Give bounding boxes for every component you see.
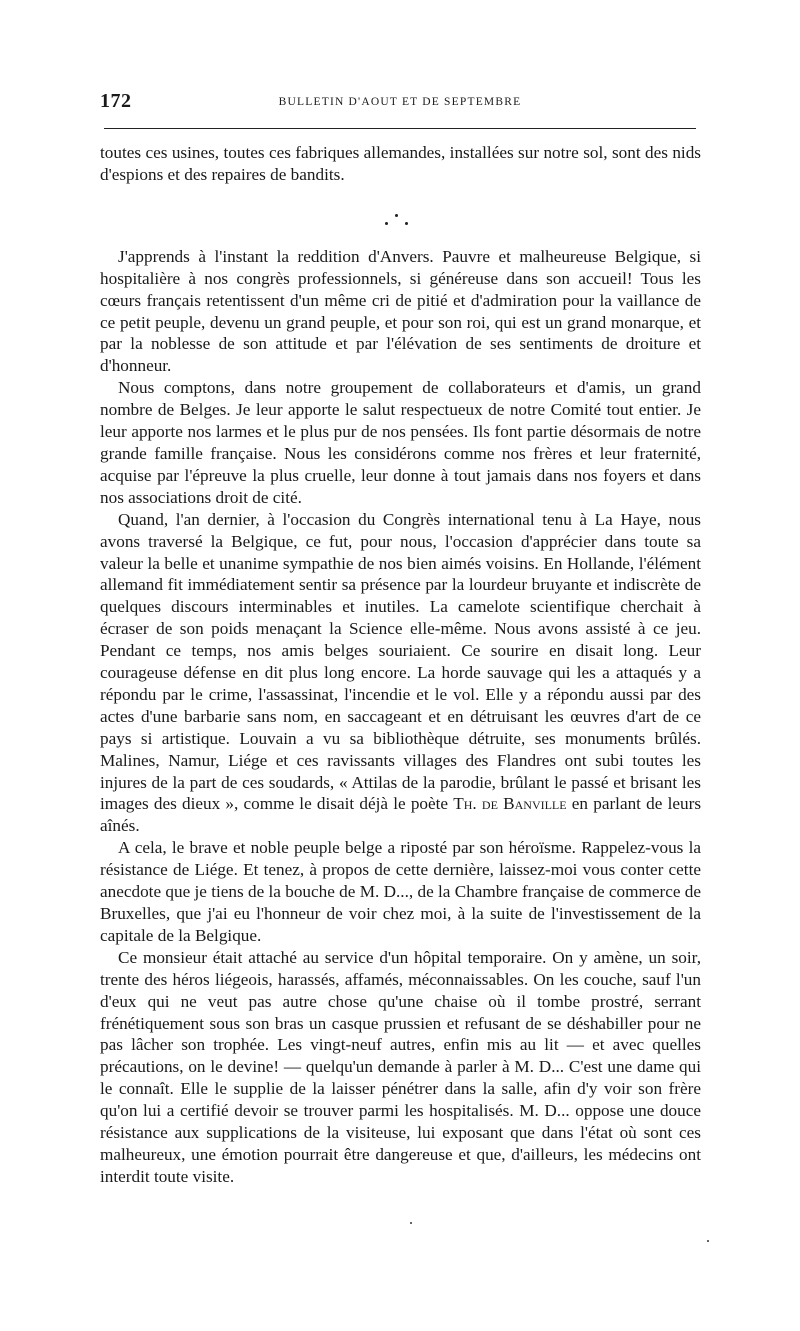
body-text [100, 142, 701, 1188]
header-rule [104, 128, 696, 129]
print-speck [410, 1222, 412, 1224]
print-speck [707, 1240, 709, 1242]
author-name: Th. de Banville [453, 794, 567, 814]
page-header [100, 90, 700, 126]
paragraph: A cela, le brave et noble peuple belge a riposté par son héroïsme. Rappelez-vous la résistance de Liége. Et tenez, à propos de cette dernière, laissez-moi vous conter cette anecdote que je tiens de la bouche de M. D..., de la Chambre française de commerce de Bruxelles, que j'ai eu l'honneur de voir chez moi, à la suite de l'investissement de la capitale de la Belgique. [100, 838, 701, 945]
paragraph-text: en parlant de leurs aînés. [100, 794, 702, 836]
paragraph: Nous comptons, dans notre groupement de collaborateurs et d'amis, un grand nombre de Belges. Je leur apporte le salut respectueux de notre Comité tout entier. Je leur apporte nos larmes et le plus pur de nos pensées. Ils font partie désormais de notre grande famille française. Nous les considérons comme nos frères et leur fraternité, acquise par l'épreuve la plus cruelle, leur donne à tout jamais dans nos foyers et dans nos associations droit de cité. [100, 378, 701, 507]
paragraph: J'apprends à l'instant la reddition d'Anvers. Pauvre et malheureuse Belgique, si hospitalière à nos congrès professionnels, si généreuse dans son accueil! Tous les cœurs français retentissent d'un même cri de pitié et d'admiration pour la vaillance de ce petit peuple, devenu un grand peuple, et pour son roi, qui est un grand monarque, et par la noblesse de son attitude et par l'élévation de ses sentiments de droiture et d'honneur. [100, 246, 701, 376]
section-separator-asterism [100, 186, 701, 246]
paragraph: Ce monsieur était attaché au service d'un hôpital temporaire. On y amène, un soir, trente des héros liégeois, harassés, affamés, méconnaissables. On les couche, sauf l'un d'eux qui ne veut pas autre chose qu'une chaise où il tombe prostré, serrant frénétiquement sous son bras un casque prussien et refusant de se déshabiller pour ne pas lâcher son trophée. Les vingt-neuf autres, enfin mis au lit — et avec quelles précautions, on le devine! — quelqu'un demande à parler à M. D... C'est une dame qui le connaît. Elle le supplie de la laisser pénétrer dans la salle, afin d'y voir son frère qu'on lui a certifié devoir se trouver parmi les hospitalisés. M. D... oppose une douce résistance aux supplications de la visiteuse, lui exposant que dans l'état où sont ces malheureux, une émotion pourrait être dangereuse et que, d'ailleurs, les médecins ont interdit toute visite. [100, 947, 701, 1186]
page-number: 172 [100, 90, 132, 112]
paragraph-text: Quand, l'an dernier, à l'occasion du Congrès international tenu à La Haye, nous avons traversé la Belgique, ce fut, pour nous, l'occasion d'apprécier dans toute sa valeur la belle et unanime sympathie de nos bien aimés voisins. En Hollande, l'élément allemand fit immédiatement sentir sa présence par la lourdeur bruyante et indiscrète de quelques discours interminables et inutiles. La camelote scientifique cherchait à écraser de son poids menaçant la Science elle-même. Nous avons assisté à ce jeu. Pendant ce temps, nos amis belges souriaient. Ce sourire en disait long. Leur courageuse défense en dit plus long encore. La horde sauvage qui les a attaqués y a répondu par le crime, l'assassinat, l'incendie et le vol. Elle y a répondu aussi par des actes d'une barbarie sans nom, en saccageant et en détruisant les œuvres d'art de ce pays si artistique. Louvain a vu sa bibliothèque détruite, ses monuments brûlés. Malines, Namur, Liége et ces ravissants villages des Flandres ont subi toutes les injures de la part de ces soudards, « Attilas de la parodie, brûlant le passé et brisant les images des dieux », comme le disait déjà le poète [100, 509, 701, 814]
paragraph [100, 509, 701, 838]
running-head: BULLETIN D'AOUT ET DE SEPTEMBRE [278, 96, 522, 108]
paragraph: toutes ces usines, toutes ces fabriques allemandes, installées sur notre sol, sont des nids d'espions et des repaires de bandits. [100, 143, 701, 184]
